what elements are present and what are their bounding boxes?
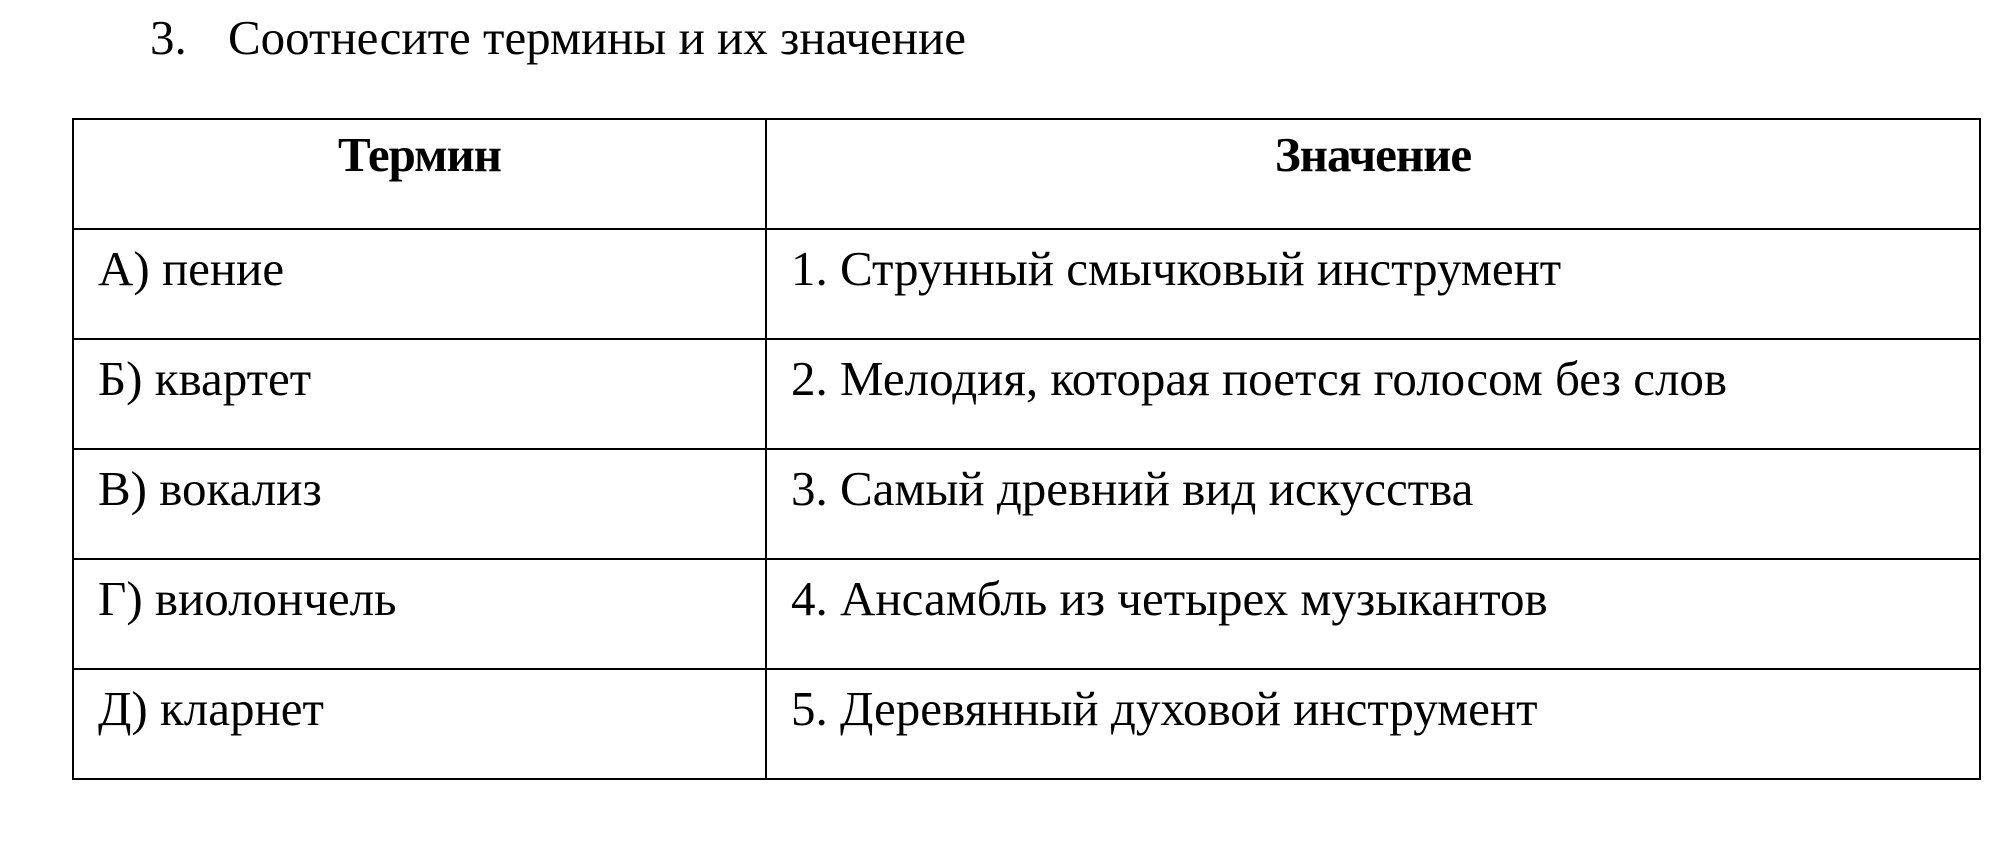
task-heading	[150, 8, 966, 68]
table-row	[73, 669, 1980, 779]
meaning-cell: 2. Мелодия, которая поется голосом без слов	[766, 339, 1980, 449]
term-cell: В) вокализ	[73, 449, 766, 559]
table-row	[73, 559, 1980, 669]
term-cell: Д) кларнет	[73, 669, 766, 779]
matching-table	[72, 118, 1981, 780]
term-cell: А) пение	[73, 229, 766, 339]
table-header-row	[73, 119, 1980, 229]
meaning-cell: 5. Деревянный духовой инструмент	[766, 669, 1980, 779]
header-meaning: Значение	[766, 119, 1980, 229]
meaning-cell: 1. Струнный смычковый инструмент	[766, 229, 1980, 339]
task-number: 3.	[150, 10, 187, 65]
header-term: Термин	[73, 119, 766, 229]
meaning-cell: 4. Ансамбль из четырех музыкантов	[766, 559, 1980, 669]
table-row	[73, 449, 1980, 559]
term-cell: Б) квартет	[73, 339, 766, 449]
term-cell: Г) виолончель	[73, 559, 766, 669]
table-row	[73, 339, 1980, 449]
table-row	[73, 229, 1980, 339]
task-title: Соотнесите термины и их значение	[228, 10, 966, 65]
meaning-cell: 3. Самый древний вид искусства	[766, 449, 1980, 559]
